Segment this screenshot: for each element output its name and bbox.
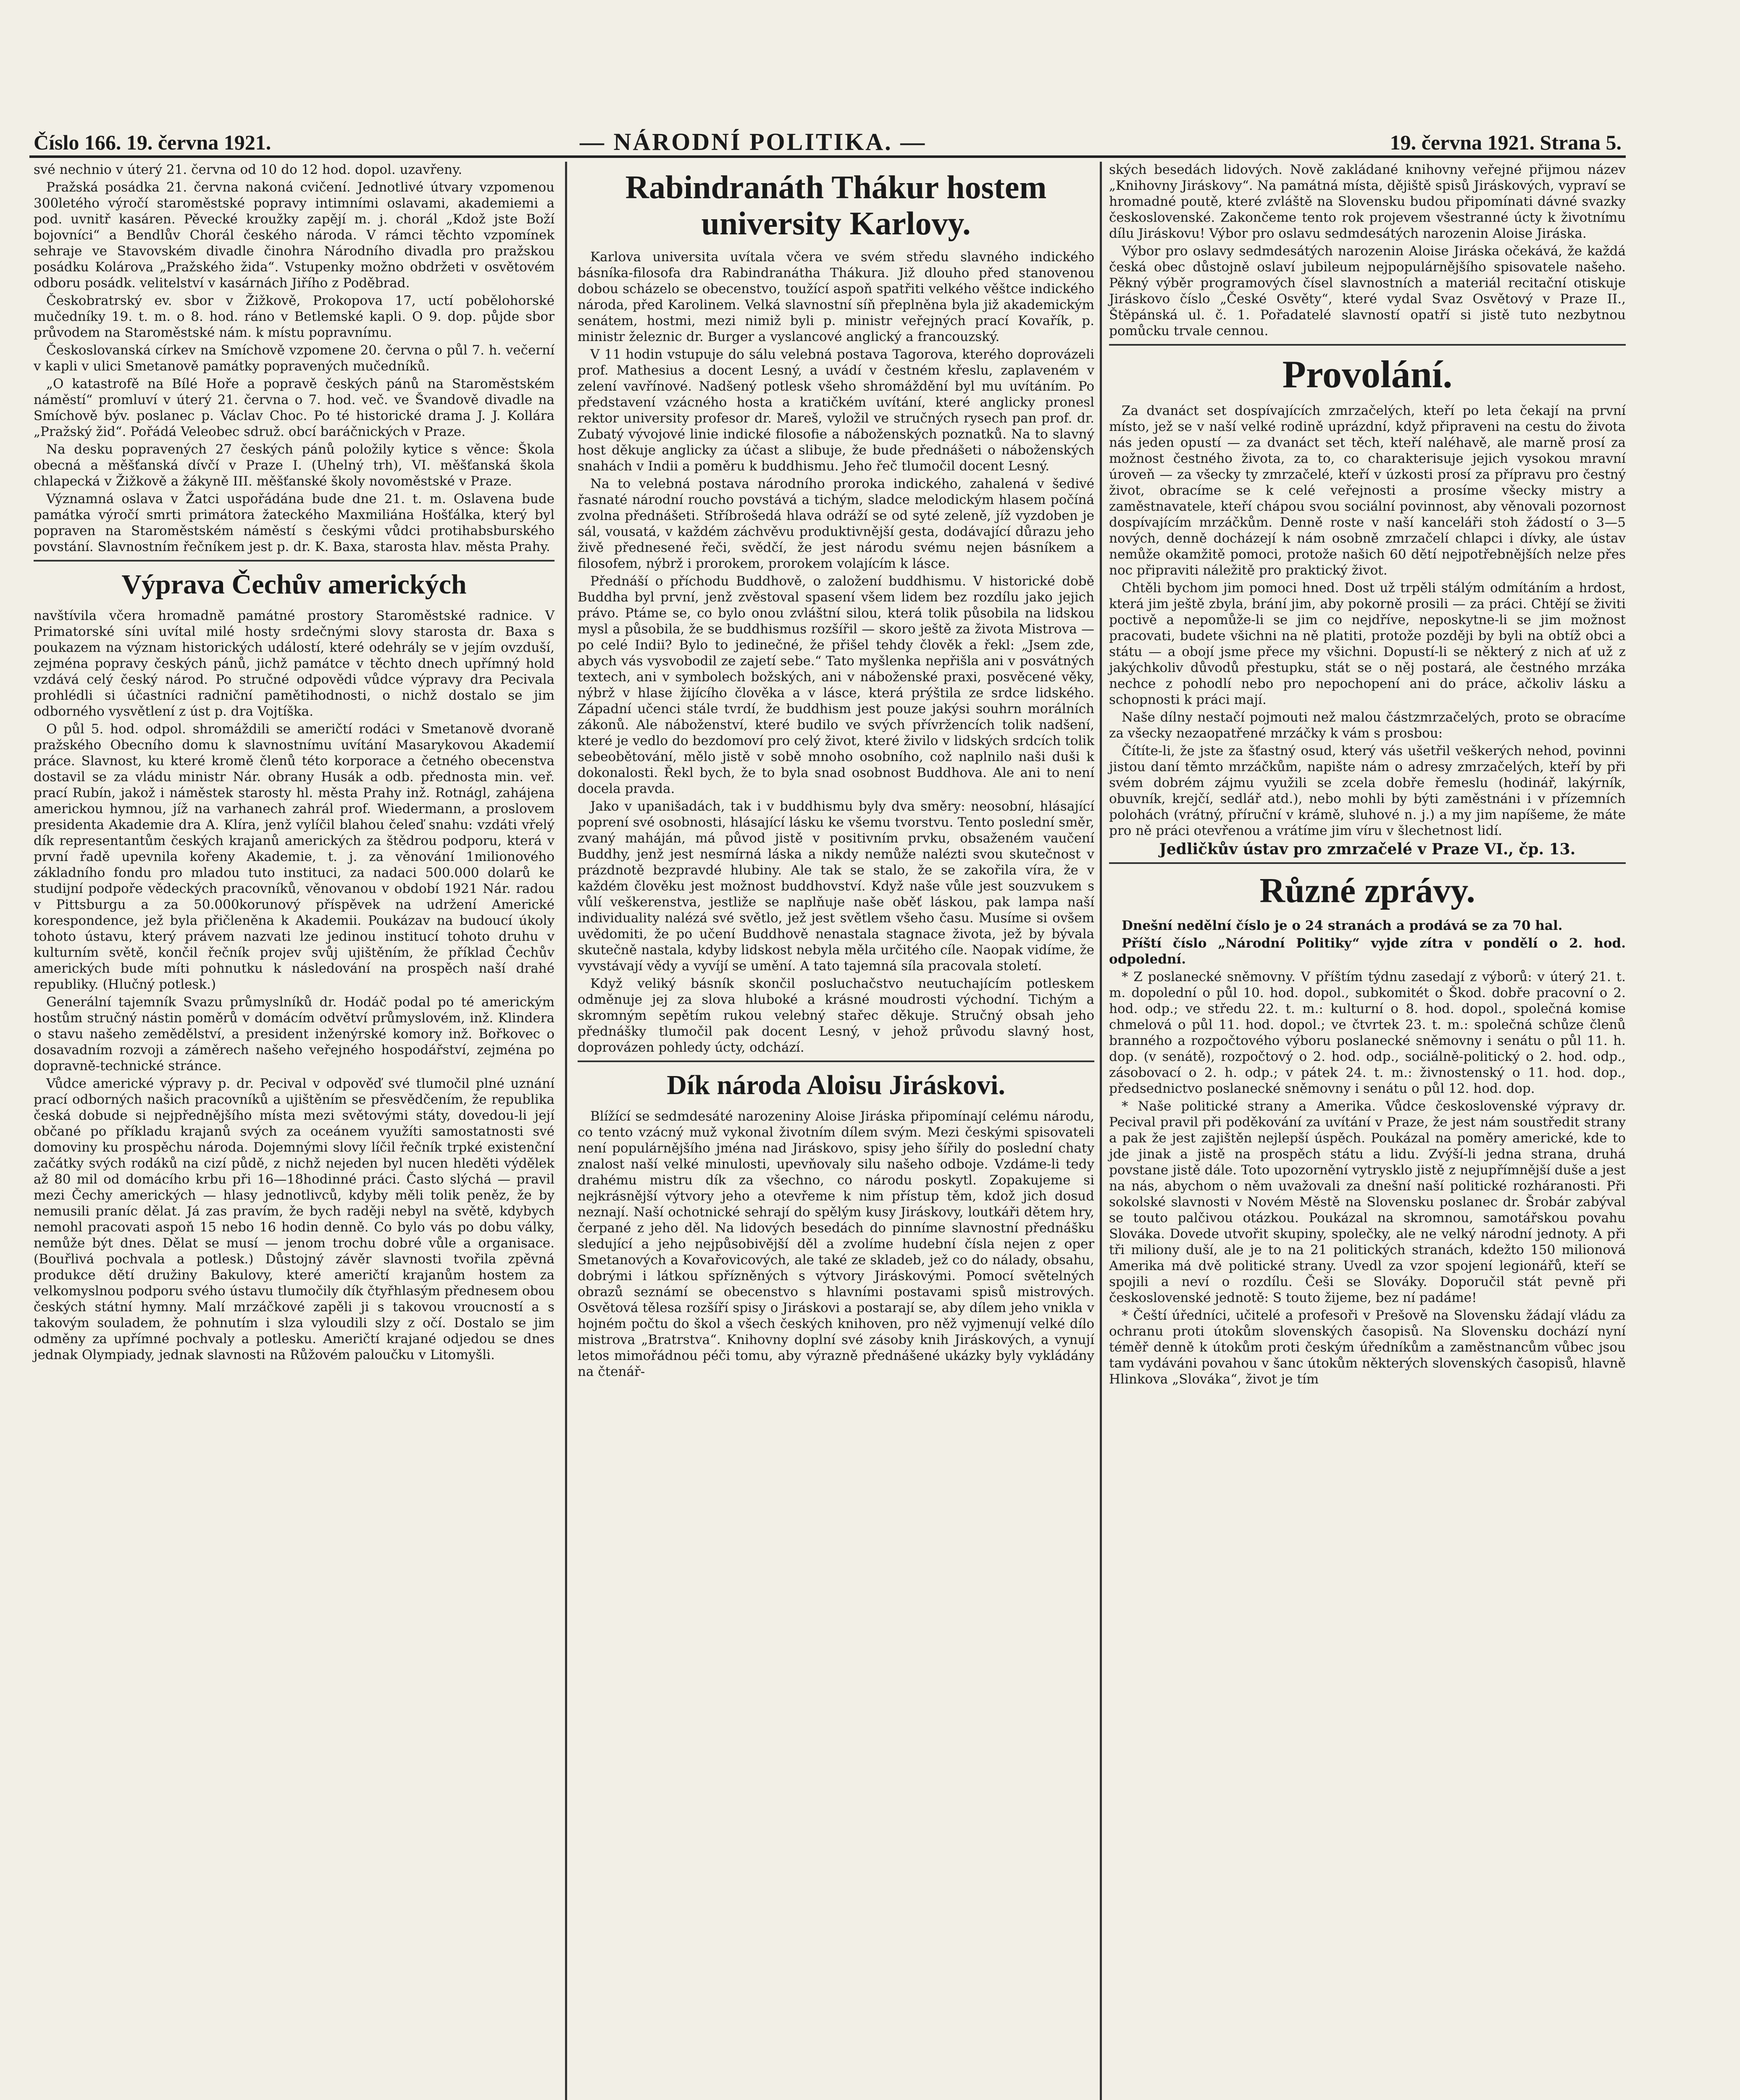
- paragraph: Když veliký básník skončil posluchačstvo neutuchajícím potleskem odměnuje jej za slova hluboké a krásné moudrosti východní. Tichým a skromným sepětím rukou velebný stařec děkuje. Stručný obsah jeho přednášky tlumočil pak docent Lesný, v jehož průvodu slavný host, doprovázen pohledy úcty, odchází.: [578, 976, 1094, 1055]
- paragraph: Na desku popravených 27 českých pánů položily kytice s věnce: Škola obecná a měšťanská dívčí v Praze I. (Uhelný trh), VI. měšťanská škola chlapecká v Žižkově a žákyně III. měšťanské školy novoměstské v Praze.: [34, 442, 555, 489]
- paragraph: Čítíte-li, že jste za šťastný osud, který vás ušetřil veškerých nehod, povinni jistou daní těmto mrzáčkům, napište nám o adresy zmrzačelých, kteří by při svém dobrém zájmu využili se zcela dobře řemeslu (hodinář, lakýrník, obuvník, krejčí, sedlář atd.), nebo mohli by býti zaměstnáni i v přízemních polohách (vrátný, příruční v krámě, sluhové n. j.) a my jim napíšeme, že máte pro ně práci otevřenou a vrátíme jim víru v šlechetnost lidí.: [1109, 743, 1626, 838]
- paragraph: Českobratrský ev. sbor v Žižkově, Prokopova 17, uctí pobělohorské mučedníky 19. t. m. o 8. hod. ráno v Betlemské kapli. O 9. dop. půjde sbor průvodem na Staroměstské nám. k místu popravnímu.: [34, 293, 555, 340]
- headline-rabindranath: Rabindranáth Thákur hostem university Karlovy.: [625, 169, 1047, 242]
- column-rule-2: [1100, 162, 1102, 2100]
- column-1: [34, 162, 555, 1365]
- paragraph: V 11 hodin vstupuje do sálu velebná postava Tagorova, kterého doprovázeli prof. Mathesius a docent Lesný, a uvádí v čestném křeslu, zaplaveném v zelení vavřínové. Nadšený potlesk všeho shromáždění byl mu uvítáním. Po představení vzácného hosta a kratičkém uvítání, které anglicky pronesl rektor university profesor dr. Mareš, vyložil ve stručných rysech pan prof. dr. Zubatý vývojové linie indické filosofie a náboženských poznatků. Na to slavný host děkuje anglicky za účast a slibuje, že bude přednášeti o náboženských snahách v Indii a poměru k buddhismu. Jeho řeč tlumočil docent Lesný.: [578, 347, 1094, 474]
- paragraph: Naše dílny nestačí pojmouti než malou částzmrzačelých, proto se obracíme za všecky nezaopatřené mrzáčky k vám s prosbou:: [1109, 710, 1626, 741]
- paragraph: Významná oslava v Žatci uspořádána bude dne 21. t. m. Oslavena bude památka výročí smrti primátora žateckého Maxmiliána Hošťálka, který byl popraven na Staroměstském náměstí s českými vůdci protihabsburského povstání. Slavnostním řečníkem jest p. dr. K. Baxa, starosta hlav. města Prahy.: [34, 491, 555, 554]
- date-page: 19. června 1921. Strana 5.: [1390, 131, 1622, 154]
- masthead: [34, 122, 1622, 160]
- paragraph: Na to velebná postava národního proroka indického, zahalená v šedivé řasnaté národní roucho povstává a tichým, sladce melodickým hlasem počíná zvolna přednášeti. Stříbrošedá hlava odráží se od syté zeleně, jíž vyzdoben je sál, vousatá, v každém záchvěvu produktivnější gesta, dodávající důrazu jeho živě přednesené řeči, svědčí, že jest národu svému nejen básníkem a filosofem, nýbrž i prorokem, prorokem volajícím k lásce.: [578, 476, 1094, 571]
- headline-jirasek: Dík národa Aloisu Jiráskovi.: [667, 1070, 1005, 1100]
- newspaper-title: — NÁRODNÍ POLITIKA. —: [580, 128, 927, 155]
- headline-vyprava: Výprava Čechův amerických: [121, 569, 467, 600]
- paragraph: Za dvanáct set dospívajících zmrzačelých, kteří po leta čekají na první místo, jež se v naší velké rodině uprázdní, když připraveni na cestu do života nás jeden opustí — za dvanáct set těch, kteří naléhavě, ale marně prosí za možnost čestného života, za to, co charakterisuje jejich vysokou mravní úroveň — za všecky ty zmrzačelé, kteří v úzkosti prosí za přípravu pro čestný život, obracíme se k celé veřejnosti a prosíme všecky mistry a zaměstnavatele, kteří chápou svou sociální povinnost, aby věnovali pozornost dospívajícím mrzáčkům. Denně roste v naší kanceláři stoh žádostí o 3—5 nových, denně docházejí k nám osobně zmrzačelí chlapci i dívky, ale ústav nemůže okamžitě pomoci, protože našich 60 dětí nejpotřebnějších nelze přes noc připraviti náležitě pro praktický život.: [1109, 403, 1626, 578]
- headline-provolani: Provolání.: [1282, 353, 1453, 396]
- paragraph: Výbor pro oslavy sedmdesátých narozenin Aloise Jiráska očekává, že každá česká obec důstojně oslaví jubileum nejpopulárnějšího spisovatele našeho. Pěkný výběr programových čísel slavnostních a materiál recitační otiskuje Jiráskovo číslo „České Osvěty“, které vydal Svaz Osvětový v Praze II., Štěpánská ul. č. 1. Pořadatelé slavností opatří si jistě tuto nezbytnou pomůcku trvale cennou.: [1109, 244, 1626, 339]
- column-3: [1109, 162, 1626, 1389]
- issue-number: Číslo 166. 19. června 1921.: [34, 131, 271, 154]
- paragraph: své nechnio v úterý 21. června od 10 do 12 hod. dopol. uzavřeny.: [34, 162, 463, 177]
- article-divider: [578, 1060, 1094, 1062]
- paragraph: „O katastrofě na Bílé Hoře a popravě českých pánů na Staroměstském náměstí“ promluví v úterý 21. června o 7. hod. več. ve Švandově divadle na Smíchově býv. poslanec p. Václav Choc. Po té historické drama J. J. Kollára „Pražský žid“. Pořádá Veleobec sdruž. obcí baráčnických v Praze.: [34, 376, 555, 439]
- masthead-rule: [29, 155, 1626, 158]
- paragraph: * Z poslanecké sněmovny. V příštím týdnu zasedají z výborů: v úterý 21. t. m. dopolední o půl 10. hod. dopol., subkomitét o Škod. dobře pracovní o 2. hod. odp.; ve středu 22. t. m.: kulturní o 8. hod. dopol., společná komise chmelová o půl 11. hod. dopol.; ve čtvrtek 23. t. m.: společná schůze členů branného a rozpočtového výboru poslanecké sněmovny i senátu o půl 11. h. dop. (v senátě), rozpočtový o 2. hod. odp., sociálně-politický o 2. hod. odp., zásobovací o 2. h. odp.; v pátek 24. t. m.: živnostenský o 11. hod. dop., předsednictvo poslanecké sněmovny i senátu o půl 12. hod. dop.: [1109, 969, 1626, 1096]
- paragraph: * Naše politické strany a Amerika. Vůdce československé výpravy dr. Pecival pravil při poděkování za uvítání v Praze, že jest nám soustředit strany a pak že jest zajištěn nejlepší úspěch. Poukázal na poměry americké, kde to jde jinak a jistě na prospěch státu a lidu. Zvýší-li jedna strana, druhá povstane jistě dále. Toto upozornění vytrysklo jistě z nejupřímnější duše a jest na nás, abychom o něm uvažovali za dnešní naší politické rozháranosti. Při sokolské slavnosti v Novém Městě na Slovensku poslanec dr. Šrobár zabýval se touto palčivou otázkou. Poukázal na skromnou, samotářskou povahu Slováka. Dovede utvořit skupiny, společky, ale ne velký národní jednoty. A při tři miliony duší, ale je to na 21 politických stranách, kdežto 150 milionová Amerika má dvě politické strany. Uvedl za vzor spojení legionářů, kteří se spojili a neví o rozdílu. Češi se Slováky. Doporučil stát pevně při československé jednotě: S touto žijeme, bez ní padáme!: [1109, 1099, 1626, 1305]
- article-divider: [1109, 344, 1626, 346]
- paragraph: Karlova universita uvítala včera ve svém středu slavného indického básníka-filosofa dra Rabindranátha Thákura. Již dlouho před stanovenou dobou scházelo se obecenstvo, toužící aspoň spatřiti velkého věštce indického národa, před Karolinem. Velká slavnostní síň přeplněna byla již akademickým senátem, hostmi, mezi nimiž byli p. ministr veřejných prací Kovařík, p. ministr železnic dr. Burger a vyslancové anglický a francouzský.: [578, 249, 1094, 344]
- paragraph: Českoslovanská církev na Smíchově vzpomene 20. června o půl 7. h. večerní v kapli v ulici Smetanově památky popravených mučedníků.: [34, 343, 555, 374]
- paragraph: Blížící se sedmdesáté narozeniny Aloise Jiráska připomínají celému národu, co tento vzácný muž vykonal životním dílem svým. Mezi českými spisovateli není populárnějšího jména nad Jiráskovo, spisy jeho šířily do poslední chaty znalost naší velké minulosti, upevňovaly silu našeho odboje. Vzdáme-li tedy drahému mistru dík za všechno, co národu poskytl. Zopakujeme si nejkrásnější výtvory jeho a otevřeme k nim přístup těm, kdož jich dosud neznají. Naší ochotnické sehrají do spělým kusy Jiráskovy, loutkáři dětem hry, čerpané z jeho děl. Na lidových besedách do pinníme slavnostní přednášku sledující a jeho nejpůsobivější děl a zvolíme hudební čísla nejen z oper Smetanových a Kovařovicových, ale také ze skladeb, jež co do nálady, obsahu, dobrými i látkou spřízněných s výtvory Jiráskovými. Pomocí světelných obrazů seznámí se obecenstvo s hlavními postavami spisů mistrových. Osvětová tělesa rozšíří spisy o Jiráskovi a postarají se, aby dílem jeho vnikla v hojném počtu do škol a všech českých knihoven, pro něž vyjmenují velké dílo mistrova „Bratrstva“. Knihovny doplní své zásoby knih Jiráskových, a vynují letos mimořádnou péči tomu, aby výrazně přednášené ukázky byly vykládány na čtenář-: [578, 1109, 1094, 1379]
- paragraph: Přednáší o příchodu Buddhově, o založení buddhismu. V historické době Buddha byl první, jenž zvěstoval spasení všem lidem bez rozdílu jako jejich právo. Ptáme se, co bylo onou zvláštní silou, která tolik působila na lidskou mysl a působila, že se buddhismus rozšířil — skoro ještě za života Mistrova — po celé Indii? Bylo to jedinečné, že přišel tehdy člověk a řekl: „Jsem zde, abych vás vysvobodil ze zajetí sebe.“ Tato myšlenka nepřišla ani v posvátných textech, ani v symbolech božských, ani v náboženské praxi, posvěcené věky, nýbrž v hlase žijícího člověka a v lásce, která prýštila ze srdce lidského. Západní učenci stále tvrdí, že buddhism jest pouze jakýsi souhrn morálních zákonů. Ale náboženství, které budilo ve svých přívržencích tolik nadšení, které je vedlo do bezdomoví pro celý život, které živilo v lidských srdcích tolik sebeobětování, mělo jistě v sobě mnoho osobního, což naplnilo naši duši k dokonalosti. Řekl bych, že to byla snad osobnost Buddhova. Ale ani to není docela pravda.: [578, 574, 1094, 796]
- signature: Jedličkův ústav pro zmrzačelé v Praze VI., čp. 13.: [1159, 840, 1576, 858]
- paragraph: * Čeští úředníci, učitelé a profesoři v Prešově na Slovensku žádají vládu za ochranu proti útokům slovenských časopisů. Na Slovensku dochází nyní téměř denně k útokům proti českým úředníkům a zaměstnancům vůbec jsou tam vydáváni povahou v šanc útokům některých slovenských časopisů, hlavně Hlinkova „Slováka“, život je tím: [1109, 1308, 1626, 1387]
- paragraph: navštívila včera hromadně památné prostory Staroměstské radnice. V Primatorské síni uvítal milé hosty srdečnými slovy starosta dr. Baxa s poukazem na význam historických událostí, které odehrály se v jejím ovzduší, zejména popravy českých pánů, jichž památce v těchto dnech upřímný hold vzdává celý český národ. Po stručné odpovědi vůdce výpravy dra Pecivala prohlédli si účastníci radniční pamětihodnosti, o nichž dostalo se jim odborného vysvětlení z úst p. dra Vojtíška.: [34, 608, 555, 719]
- notice: Příští číslo „Národní Politiky“ vyjde zítra v pondělí o 2. hod. odpolední.: [1109, 936, 1626, 967]
- article-divider: [1109, 862, 1626, 864]
- paragraph: Pražská posádka 21. června nakoná cvičení. Jednotlivé útvary vzpomenou 300letého výročí staroměstské popravy intimními oslavami, akademiemi a pod. uvnitř kasáren. Pěvecké kroužky zapějí m. j. chorál „Kdož jste Boží bojovníci“ a Bendlův Chorál českého národa. V rámci těchto vzpomínek sehraje ve Stavovském divadle činohra Národního divadla pro pražskou posádku Kolárova „Pražského žida“. Vstupenky možno obdržeti v osvětovém odboru posádk. velitelství v kasárnách Jiřího z Poděbrad.: [34, 180, 555, 291]
- paragraph: Chtěli bychom jim pomoci hned. Dost už trpěli stálým odmítáním a hrdost, která jim ještě zbyla, brání jim, aby pokorně prosili — za práci. Chtějí se živiti poctivě a nepomůže-li se jim co nejdříve, neposkytne-li se jim možnost pracovati, budete všichni na ně platiti, protože později by byli na obtíž obci a státu — a obojí jsme přece my všichni. Dopustí-li se některý z nich ať už z jakýchkoliv důvodů přestupku, stát se o něj postará, ale čestného mrzáka nechce z pohodlí nebo pro nepochopení ani do práce, ačkoliv lásku a schopnosti k práci mají.: [1109, 580, 1626, 707]
- headline-ruzne-zpravy: Různé zprávy.: [1259, 871, 1475, 910]
- paragraph: O půl 5. hod. odpol. shromáždili se američtí rodáci v Smetanově dvoraně pražského Obecního domu k slavnostnímu uvítání Masarykovou Akademií práce. Slavnost, ku které kromě členů této korporace a četného obecenstva dostavil se za vládu ministr Nár. obrany Husák a odb. přednosta min. veř. prací Rubín, jakož i náměstek starosty hl. města Prahy inž. Rotnágl, zahájena americkou hymnou, jíž na varhanech zahrál prof. Wiedermann, a proslovem presidenta Akademie dra A. Klíra, jenž vylíčil blahou čeleď snahu: vzdáti vřelý dík representantům českých krajanů amerických za štědrou podporu, která v první řadě upevnila kořeny Akademie, t. j. za věnování 1milionového základního fondu pro mladou tuto instituci, za nadaci 500.000 dolarů ke studijní podpoře vědeckých pracovníků, věnovanou v období 1921 Nár. radou v Pittsburgu a za 50.000korunový příspěvek na udržení Americké korespondence, jež byla přičleněna k Akademii. Poukázav na budoucí úkoly tohoto ústavu, který právem nazvati lze jedinou institucí tohoto druhu v kulturním světě, končil řečník projev svůj ujištěním, že příklad Čechův amerických bude míti pohnutku k následování na prospěch naší drahé republiky. (Hlučný potlesk.): [34, 722, 555, 992]
- paragraph: Vůdce americké výpravy p. dr. Pecival v odpověď své tlumočil plné uznání prací odborných našich pracovníků a ujištěním se přesvědčením, že republika česká dobude si nejpřednějšího místa mezi světovými státy, dovedou-li její občané po příkladu krajanů svých za oceánem využíti samostatnosti své domoviny ku prospěchu národa. Dojemnými slovy líčil řečník trpké existenční začátky svých rodáků na cizí půdě, z nichž nejeden byl nucen hleděti výdělek až 80 mil od domácího krbu při 16—18hodinné práci. Často slýchá — pravil mezi Čechy amerických — hlasy jednotlivců, kdyby měli tolik peněz, že by nemusili praníc dělat. Já zas pravím, že bych raději nebyl na světě, kdybych nemohl pracovati aspoň 15 nebo 16 hodin denně. Co bylo vás po dobu války, nemůže být dnes. Dělat se musí — jenom trochu dobré vůle a organisace. (Bouřlivá pochvala a potlesk.) Důstojný závěr slavnosti tvořila zpěvná produkce dětí družiny Bakulovy, které američtí krajanům hostem za velkomyslnou podporu svého ústavu tlumočily dík čtyřhlasým přednesem obou českých státní hymny. Malí mrzáčkové zapěli ji s takovou vroucností a s takovým souladem, že pohnutím i slza vyloudili slzy z očí. Dostalo se jim odměny za upřímné pochvaly a potlesku. Američtí krajané odjedou se dnes jednak Olympiady, jednak slavnosti na Růžovém paloučku v Litomyšli.: [34, 1076, 555, 1362]
- article-divider: [34, 560, 555, 562]
- column-rule-1: [565, 162, 567, 2100]
- paragraph: Jako v upanišadách, tak i v buddhismu byly dva směry: neosobní, hlásající poprení své osobnosti, hlásající lásku ke všemu tvorstvu. Tento poslední směr, zvaný maháján, má původ jistě v positivním prvku, obsaženém vaučení Buddhy, jenž jest nesmírná láska a nikdy nemůže nalézti svou skutečnost v prázdnotě bezpravdé hlubiny. Ale tak se stalo, že se zakořila víra, že v každém člověku jest možnost buddhovství. Když naše vůle jest souzvukem s vůlí veškerenstva, jestliže se naplňuje naše oběť láskou, pak lampa naší individuality nalézá své světlo, jež jest světlem všeho času. Musíme si ovšem uvědomiti, že po učení Buddhově nenastala stagnace života, jež by bývala skutečně nastala, kdyby lidskost nebyla měla určitého cíle. Naopak vidíme, že vyvstávají vědy a vyvíjí se umění. A tato tajemná síla pracovala století.: [578, 799, 1094, 974]
- column-2: [578, 162, 1094, 1381]
- paragraph: ských besedách lidových. Nově zakládané knihovny veřejné přijmou název „Knihovny Jiráskovy“. Na památná místa, dějiště spisů Jiráskových, vypraví se hromadné poutě, které zvláště na Slovensku budou připomínati dávné svazky československé. Zakončeme tento rok projevem všestranné úcty k životnímu dílu Jiráskovu! Výbor pro oslavu sedmdesátých narozenin Aloise Jiráska.: [1109, 162, 1626, 241]
- paragraph: Generální tajemník Svazu průmyslníků dr. Hodáč podal po té americkým hostům stručný nástin poměrů v domácím odvětví průmyslovém, inž. Klindera o stavu našeho zemědělství, a president inženýrské komory inž. Bořkovec o dosavadním rozvoji a záměrech našeho veřejného hospodářství, zejména po dopravně-technické stránce.: [34, 995, 555, 1074]
- notice: Dnešní nedělní číslo je o 24 stranách a prodává se za 70 hal.: [1122, 918, 1563, 933]
